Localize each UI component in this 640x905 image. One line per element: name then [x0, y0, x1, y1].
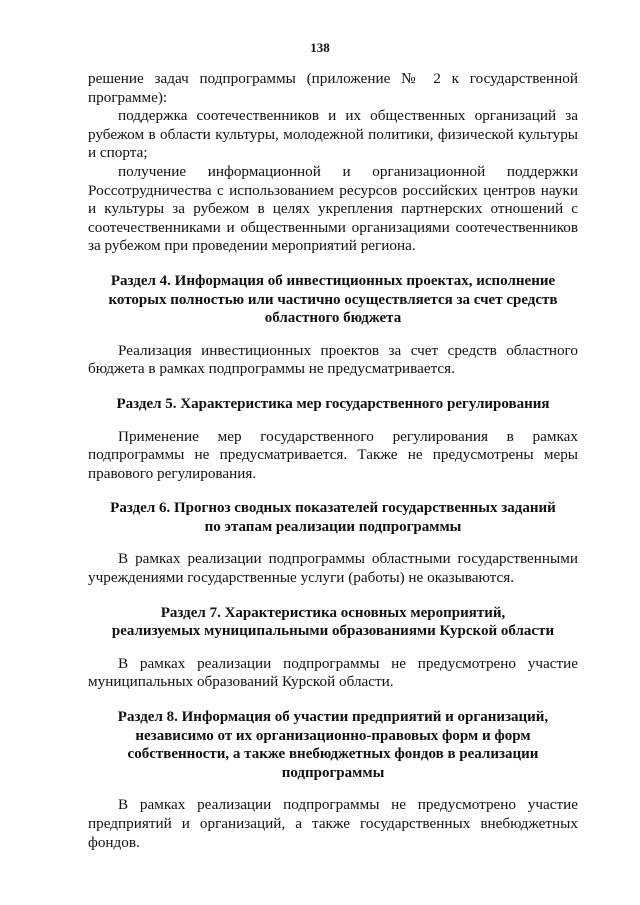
section-4-heading-line-3: областного бюджета [264, 310, 402, 327]
section-7-heading-line-1: Раздел 7. Характеристика основных мероприятий, [160, 604, 506, 621]
section-6-heading-line-1: Раздел 6. Прогноз сводных показателей государственных заданий [110, 500, 556, 517]
intro-paragraph-2: поддержка соотечественников и их общественных организаций за рубежом в области культуры, молодежной политики, физической культуры и спорта; [88, 107, 578, 162]
section-8-heading-line-1: Раздел 8. Информация об участии предприятий и организаций, [117, 709, 549, 726]
section-5-text: Применение мер государственного регулирования в рамках подпрограммы не предусматривается. Также не предусмотрены меры правового регулирования. [88, 427, 578, 482]
section-8-text: В рамках реализации подпрограммы не предусмотрено участие предприятий и организаций, а также государственных внебюджетных фондов. [88, 796, 578, 851]
section-4-heading-line-2: которых полностью или частично осуществляется за счет средств [108, 291, 558, 308]
section-5-heading [88, 395, 578, 414]
section-6-heading [88, 499, 578, 536]
section-4-heading-line-1: Раздел 4. Информация об инвестиционных проектах, исполнение [110, 272, 556, 289]
section-4-heading [88, 272, 578, 328]
section-6-text: В рамках реализации подпрограммы областными государственными учреждениями государственные услуги (работы) не оказываются. [88, 550, 578, 587]
section-4-text: Реализация инвестиционных проектов за счет средств областного бюджета в рамках подпрограммы не предусматривается. [88, 341, 578, 378]
section-5-heading-line-1: Раздел 5. Характеристика мер государственного регулирования [116, 395, 550, 412]
section-8-heading-line-2: независимо от их организационно-правовых форм и форм [135, 727, 531, 744]
section-8-heading-line-4: подпрограммы [281, 764, 385, 781]
page-number: 138 [310, 40, 330, 55]
section-8-heading [88, 708, 578, 782]
document-body [88, 70, 578, 852]
intro-paragraph-3: получение информационной и организационной поддержки Россотрудничества с использованием ресурсов российских центров науки и культуры за рубежом в целях укрепления партнерских отношений с соотечественниками и общественными организациями соотечественников за рубежом при проведении мероприятий региона. [88, 162, 578, 255]
intro-line-2: программе): [88, 88, 168, 106]
section-7-heading-line-2: реализуемых муниципальными образованиями Курской области [111, 623, 555, 640]
intro-paragraph-1 [88, 70, 578, 107]
intro-line-1: решение задач подпрограммы (приложение № 2 к государственной [88, 70, 578, 87]
section-7-text: В рамках реализации подпрограммы не предусмотрено участие муниципальных образований Курской области. [88, 654, 578, 691]
section-6-heading-line-2: по этапам реализации подпрограммы [204, 518, 462, 535]
section-8-heading-line-3: собственности, а также внебюджетных фондов в реализации [127, 746, 539, 763]
section-7-heading [88, 604, 578, 641]
